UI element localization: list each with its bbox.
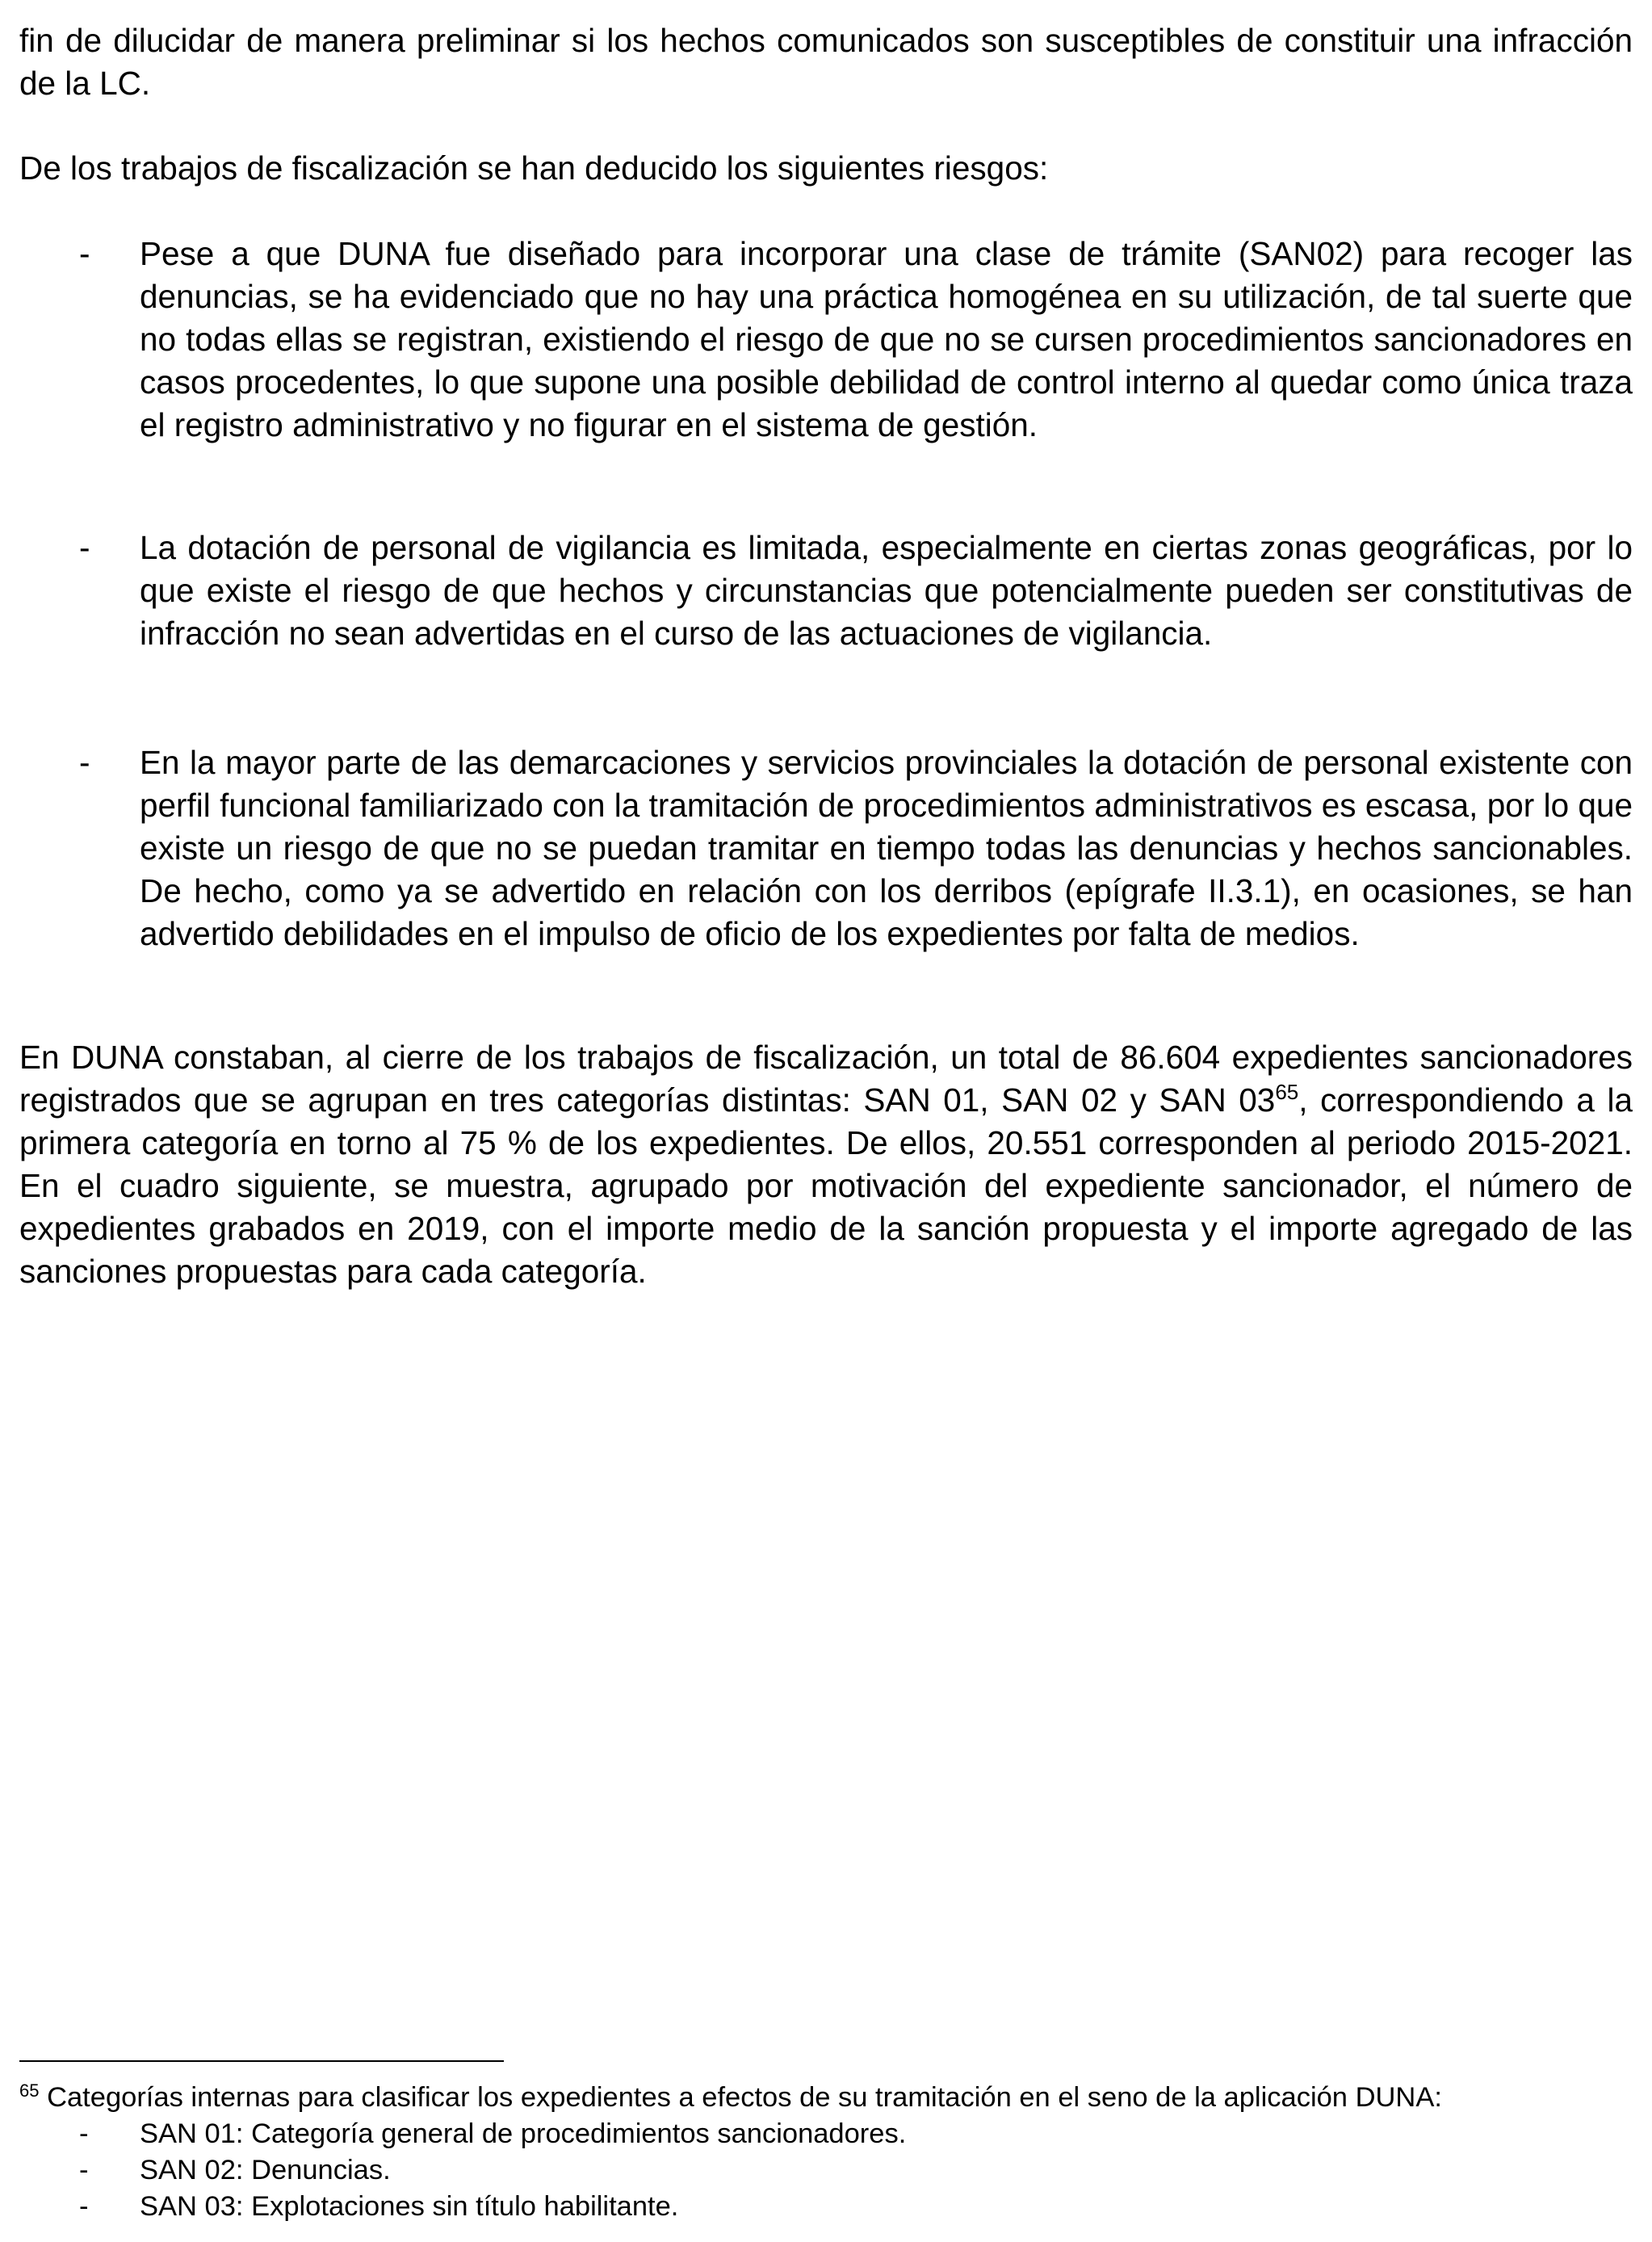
- closing-paragraph: [19, 1036, 1633, 1293]
- footnote-list-item-text: SAN 02: Denuncias.: [140, 2155, 391, 2185]
- footnote-text: Categorías internas para clasificar los expedientes a efectos de su tramitación en el seno de la aplicación DUNA:: [39, 2082, 1442, 2113]
- footnote-reference[interactable]: 65: [1275, 1080, 1299, 1104]
- bullet-dash: -: [79, 2118, 89, 2149]
- risks-intro-paragraph: De los trabajos de fiscalización se han deducido los siguientes riesgos:: [19, 149, 1049, 187]
- intro-paragraph: fin de dilucidar de manera preliminar si los hechos comunicados son susceptibles de constituir una infracción de la LC.: [19, 22, 1633, 102]
- footnote-list-item-text: SAN 01: Categoría general de procedimientos sancionadores.: [140, 2118, 907, 2149]
- risk-item-text: Pese a que DUNA fue diseñado para incorporar una clase de trámite (SAN02) para recoger las denuncias, se ha evidenciado que no hay una práctica homogénea en su utilización, de tal suerte que no todas ellas se registran, existiendo el riesgo de que no se cursen procedimientos sancionadores en casos procedentes, lo que supone una posible debilidad de control interno al quedar como única traza el registro administrativo y no figurar en el sistema de gestión.: [140, 235, 1633, 443]
- footnote-separator: [19, 2060, 504, 2062]
- bullet-dash: -: [79, 235, 90, 272]
- closing-text-after-footnote: , correspondiendo a la primera categoría en torno al 75 % de los expedientes. De ellos, 20.551 corresponden al periodo 2015-2021. En el cuadro siguiente, se muestra, agrupado por motivación del expediente sancionador, el número de expedientes grabados en 2019, con el importe medio de la sanción propuesta y el importe agregado de las sanciones propuestas para cada categoría.: [19, 1081, 1633, 1290]
- closing-text-before-footnote: En DUNA constaban, al cierre de los trabajos de fiscalización, un total de 86.604 expedientes sancionadores registrados que se agrupan en tres categorías distintas: SAN 01, SAN 02 y SAN 03: [19, 1039, 1633, 1119]
- risk-item-text: La dotación de personal de vigilancia es limitada, especialmente en ciertas zonas geográficas, por lo que existe el riesgo de que hechos y circunstancias que potencialmente pueden ser constitutivas de infracción no sean advertidas en el curso de las actuaciones de vigilancia.: [140, 529, 1633, 652]
- footnote-list-item-text: SAN 03: Explotaciones sin título habilitante.: [140, 2191, 679, 2222]
- bullet-dash: -: [79, 744, 90, 781]
- bullet-dash: -: [79, 2191, 89, 2222]
- bullet-dash: -: [79, 529, 90, 566]
- bullet-dash: -: [79, 2155, 89, 2185]
- footnote: [19, 2080, 1633, 2115]
- footnote-number: 65: [19, 2080, 40, 2101]
- risk-item-text: En la mayor parte de las demarcaciones y servicios provinciales la dotación de personal existente con perfil funcional familiarizado con la tramitación de procedimientos administrativos es escasa, por lo que existe un riesgo de que no se puedan tramitar en tiempo todas las denuncias y hechos sancionables. De hecho, como ya se advertido en relación con los derribos (epígrafe II.3.1), en ocasiones, se han advertido debilidades en el impulso de oficio de los expedientes por falta de medios.: [140, 744, 1633, 952]
